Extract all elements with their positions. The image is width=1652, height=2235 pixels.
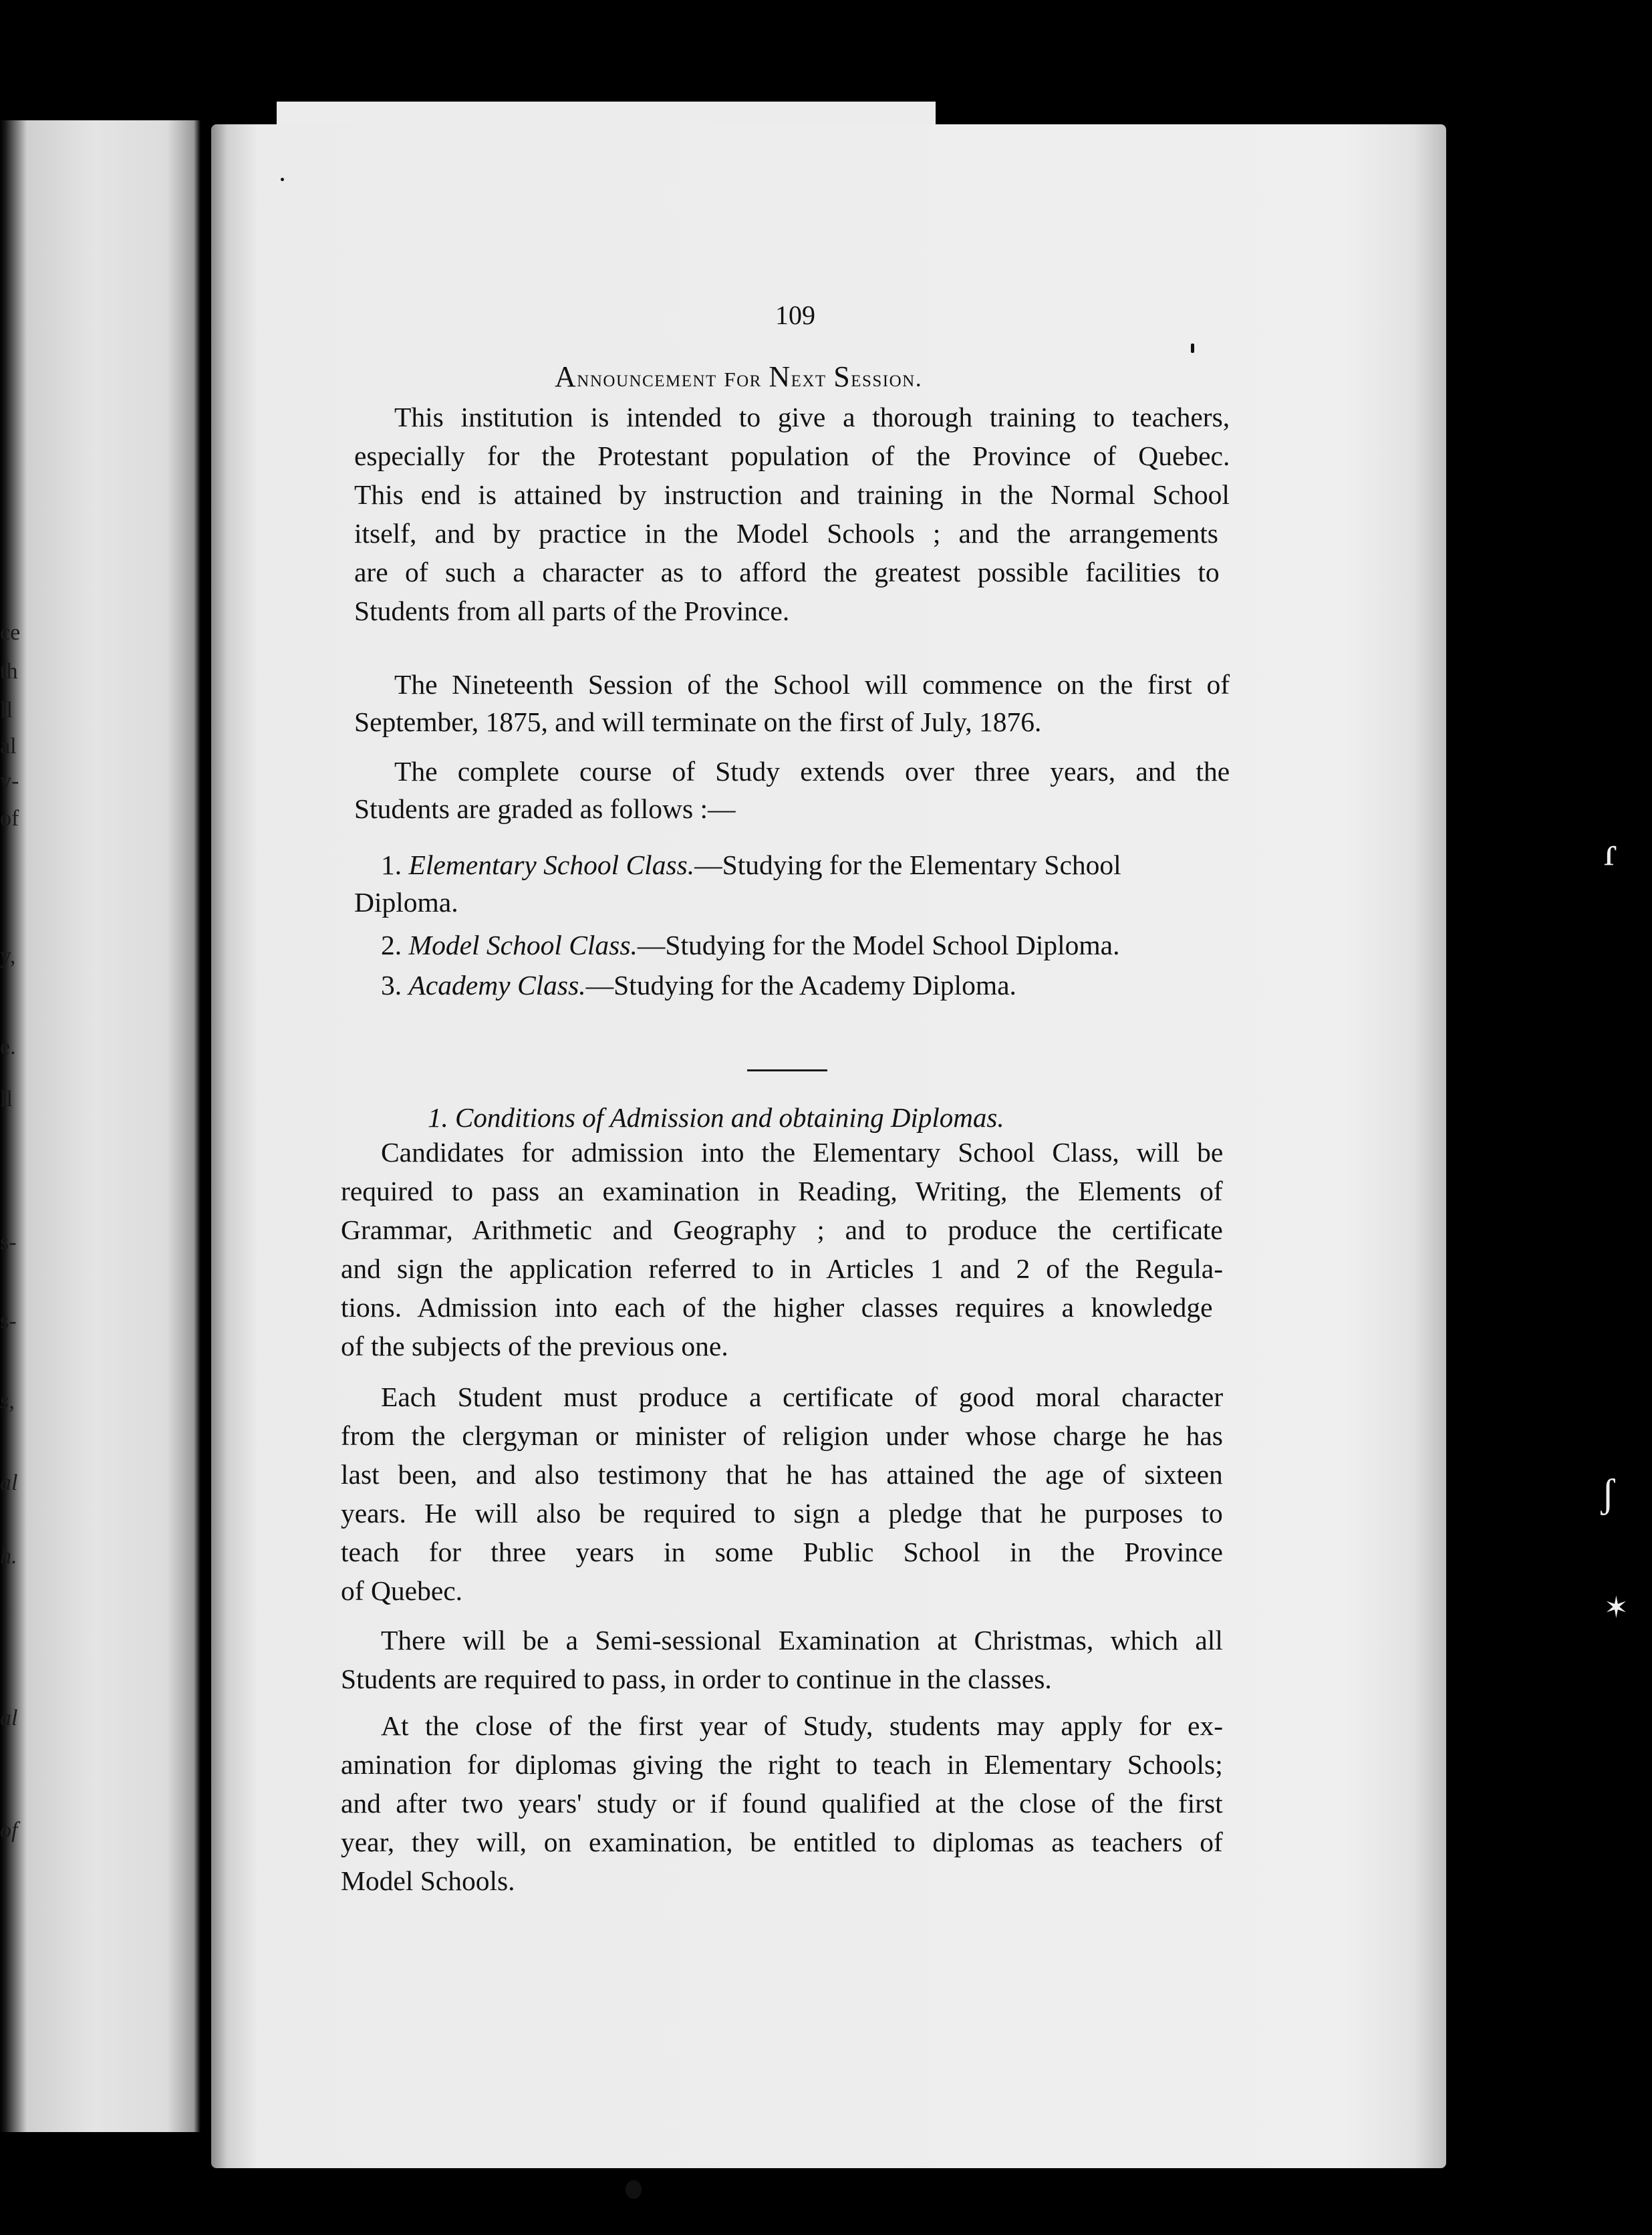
class-number: 3. [381,970,409,1001]
text-line: teach for three years in some Public School in the Province [341,1537,1223,1567]
adjacent-page-fragment: s, [0,1389,15,1414]
text-line: Students are graded as follows :— [354,793,736,824]
text-line: of the subjects of the previous one. [341,1331,728,1361]
text-line: from the clergyman or minister of religion under whose charge he has [341,1420,1223,1451]
text-line: years. He will also be required to sign a pledge that he purposes to [341,1498,1223,1529]
class-item [381,929,1119,961]
edge-mark: ✶ [1604,1591,1629,1624]
text-line: are of such a character as to afford the greatest possible facilities to [354,557,1220,587]
adjacent-page-fragment: of [0,806,19,831]
text-line: amination for diplomas giving the right to teach in Elementary Schools; [341,1749,1223,1780]
adjacent-page-fragment: th [0,659,18,684]
adjacent-page-fragment: al [0,1706,18,1730]
text-line: The complete course of Study extends over three years, and the [394,756,1230,787]
class-item [381,969,1016,1001]
adjacent-page-fragment: h. [0,1544,17,1569]
heading-text: Announcement for Next Session. [555,360,923,393]
page-heading [555,360,922,394]
section-divider [747,1069,827,1071]
class-name: Elementary School Class. [408,849,695,880]
section-title: 1. Conditions of Admission and obtaining Diplomas. [428,1102,1004,1133]
text-line: This institution is intended to give a thorough training to teachers, [394,402,1230,432]
text-line: tions. Admission into each of the higher classes requires a knowledge [341,1292,1213,1323]
adjacent-page-fragment: y, [0,944,16,968]
text-line: required to pass an examination in Reading, Writing, the Elements of [341,1176,1223,1206]
text-line: Model Schools. [341,1865,515,1896]
edge-mark: ɾ [1604,829,1617,874]
text-line: There will be a Semi-sessional Examination at Christmas, which all [381,1625,1223,1656]
class-item [381,849,1121,881]
adjacent-page-fragment: s- [0,1230,17,1255]
class-description: —Studying for the Model School Diploma. [637,930,1120,960]
text-line: This end is attained by instruction and training in the Normal School [354,479,1230,510]
text-line: Grammar, Arithmetic and Geography ; and to produce the certificate [341,1214,1223,1245]
adjacent-page-fragment: ll [0,1087,13,1111]
adjacent-page-fragment: of [0,1818,18,1843]
adjacent-page-fragment: ce [0,620,21,645]
class-number: 2. [381,930,409,960]
class-number: 1. [381,849,409,880]
edge-mark: ʃ [1601,1471,1615,1515]
text-line: itself, and by practice in the Model Schools ; and the arrangements [354,518,1218,549]
text-line: year, they will, on examination, be entitled to diplomas as teachers of [341,1827,1223,1857]
text-line: Diploma. [354,887,458,918]
adjacent-page-fragment: ll [0,698,13,722]
text-line: At the close of the first year of Study, students may apply for ex- [381,1710,1224,1741]
class-name: Model School Class. [408,930,638,960]
text-line: The Nineteenth Session of the School will commence on the first of [394,669,1230,700]
text-line: and sign the application referred to in Articles 1 and 2 of the Regula- [341,1253,1224,1284]
text-line: especially for the Protestant population of the Province of Quebec. [354,440,1230,471]
text-line: last been, and also testimony that he has attained the age of sixteen [341,1459,1223,1490]
class-name: Academy Class. [408,970,586,1001]
ink-speck [626,2180,642,2199]
class-description: —Studying for the Elementary School [694,849,1121,880]
class-description: —Studying for the Academy Diploma. [585,970,1016,1001]
ink-speck [281,178,284,181]
text-line: Each Student must produce a certificate of good moral character [381,1382,1224,1412]
adjacent-page-fragment: al [0,1470,18,1495]
adjacent-page-fragment: s- [0,1309,17,1333]
text-line: Candidates for admission into the Elementary School Class, will be [381,1137,1224,1168]
text-line: Students from all parts of the Province. [354,596,790,626]
text-line: of Quebec. [341,1575,463,1606]
adjacent-page-fragment: e. [0,1035,16,1059]
adjacent-page-fragment: al [0,734,17,759]
page-number: 109 [775,300,815,330]
adjacent-page-fragment: v- [0,769,19,793]
ink-speck [1191,344,1194,353]
text-line: and after two years' study or if found qualified at the close of the first [341,1788,1223,1819]
text-line: September, 1875, and will terminate on the first of July, 1876. [354,706,1042,737]
text-line: Students are required to pass, in order to continue in the classes. [341,1664,1052,1694]
